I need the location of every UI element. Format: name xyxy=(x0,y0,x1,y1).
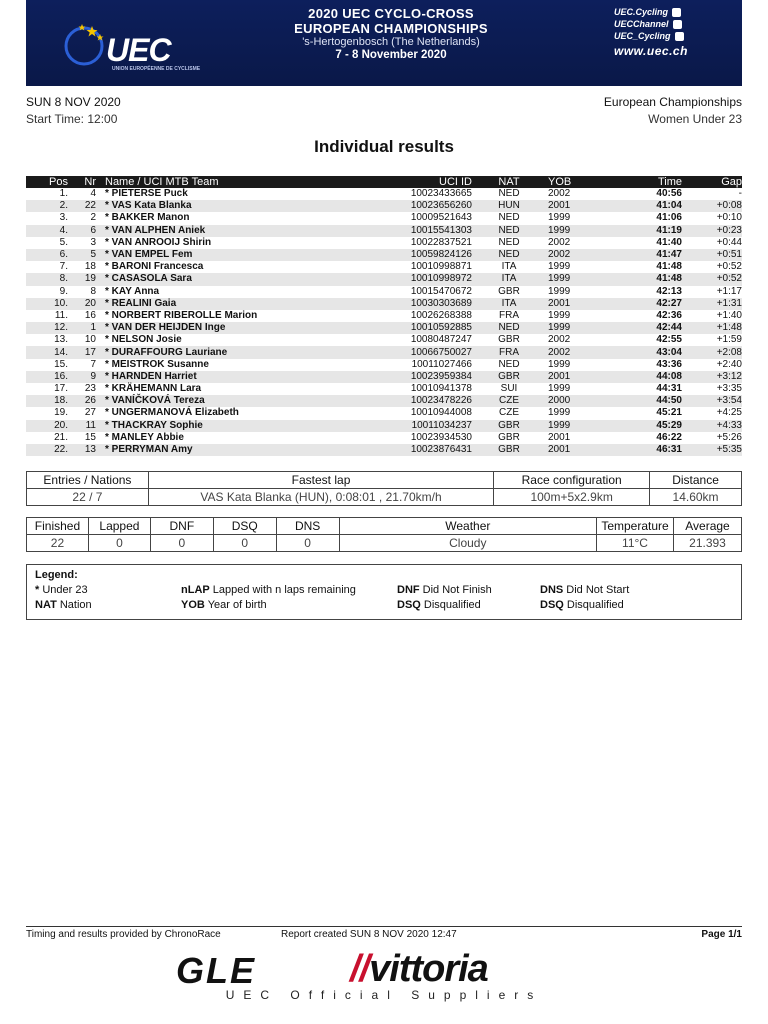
cell-uci: 10010998871 xyxy=(410,261,472,273)
temperature-value: 11°C xyxy=(597,535,674,552)
cell-name: * UNGERMANOVÁ Elizabeth xyxy=(105,407,239,419)
cell-pos: 2. xyxy=(26,200,70,212)
cell-pos: 17. xyxy=(54,383,68,395)
cell-nr: 17 xyxy=(70,346,102,358)
cell-uci: 10023876431 xyxy=(352,444,472,456)
legend-item: DSQ Disqualified xyxy=(540,599,624,611)
cell-nat: SUI xyxy=(500,383,518,395)
cell-uci: 10010941378 xyxy=(410,383,472,395)
col-uci-id: UCI ID xyxy=(352,176,472,188)
cell-yob: 1999 xyxy=(548,358,571,370)
cell-pos: 20. xyxy=(26,420,70,432)
cell-gap: +2:40 xyxy=(716,358,742,370)
cell-pos: 18. xyxy=(26,395,70,407)
finished-header: Finished xyxy=(27,518,89,535)
cell-yob: 1999 xyxy=(548,285,571,297)
cell-uci: 10066750027 xyxy=(352,346,472,358)
cell-time: 43:04 xyxy=(586,346,684,358)
cell-time: 42:13 xyxy=(656,285,682,297)
legend-item: DNF Did Not Finish xyxy=(397,584,492,596)
cell-nr: 2 xyxy=(90,212,96,224)
table-row xyxy=(26,432,742,444)
cell-yob: 2002 xyxy=(548,334,571,346)
cell-name: * DURAFFOURG Lauriane xyxy=(102,346,352,358)
banner-line-2: EUROPEAN CHAMPIONSHIPS xyxy=(294,21,488,36)
cell-nat: GBR xyxy=(472,444,546,456)
table-row xyxy=(26,212,742,224)
start-time: Start Time: 12:00 xyxy=(26,112,118,126)
cell-gap: +2:08 xyxy=(684,346,742,358)
cell-name: * MEISTROK Susanne xyxy=(105,358,209,370)
banner-title-block xyxy=(246,6,536,62)
cell-nr: 6 xyxy=(70,225,102,237)
summary2-header-row xyxy=(27,518,742,535)
cell-yob: 2001 xyxy=(548,431,571,443)
cell-uci: 10080487247 xyxy=(410,334,472,346)
cell-uci: 10022837521 xyxy=(410,236,472,248)
page-title: Individual results xyxy=(314,137,454,156)
timing-credit: Timing and results provided by ChronoRace xyxy=(26,929,221,940)
results-header-row xyxy=(26,176,742,188)
cell-yob: 1999 xyxy=(548,309,571,321)
cell-time: 41:48 xyxy=(586,273,684,285)
col-gap: Gap xyxy=(684,176,742,188)
cell-pos: 3. xyxy=(59,212,68,224)
cell-nr: 10 xyxy=(84,334,96,346)
cell-nr: 13 xyxy=(70,444,102,456)
col-nat: NAT xyxy=(472,176,546,188)
social-links xyxy=(614,6,734,58)
cell-gap: +5:35 xyxy=(684,444,742,456)
cell-yob: 2001 xyxy=(546,371,586,383)
cell-uci: 10010944008 xyxy=(410,407,472,419)
legend-item: DSQ Disqualified xyxy=(397,599,481,611)
cell-nr: 3 xyxy=(90,236,96,248)
cell-pos: 22. xyxy=(26,444,70,456)
cell-pos: 4. xyxy=(26,225,70,237)
cell-time: 41:06 xyxy=(656,212,682,224)
cell-name: * VAN DER HEIJDEN Inge xyxy=(102,322,352,334)
cell-uci: 10015470672 xyxy=(410,285,472,297)
cell-name: * KRÄHEMANN Lara xyxy=(105,383,202,395)
cell-gap: +3:54 xyxy=(684,395,742,407)
cell-uci: 10059824126 xyxy=(352,249,472,261)
summary1-value-row xyxy=(27,489,742,506)
page-footer xyxy=(26,926,742,940)
cell-yob: 1999 xyxy=(548,212,571,224)
cell-name: * KAY Anna xyxy=(105,285,160,297)
cell-yob: 2001 xyxy=(546,298,586,310)
table-row xyxy=(26,225,742,237)
cell-nr: 22 xyxy=(70,200,102,212)
cell-time: 41:19 xyxy=(586,225,684,237)
table-row xyxy=(26,322,742,334)
event-banner xyxy=(26,0,742,86)
entries-value: 22 / 7 xyxy=(27,489,149,506)
cell-name: * MANLEY Abbie xyxy=(105,431,184,443)
cell-yob: 1999 xyxy=(546,225,586,237)
dnf-header: DNF xyxy=(150,518,213,535)
cell-time: 42:36 xyxy=(656,309,682,321)
distance-header: Distance xyxy=(650,472,742,489)
cell-name: * VAS Kata Blanka xyxy=(102,200,352,212)
table-row xyxy=(26,261,742,273)
col-name: Name / UCI MTB Team xyxy=(102,176,352,188)
cell-name: * VAN ALPHEN Aniek xyxy=(102,225,352,237)
cell-uci: 10010998972 xyxy=(352,273,472,285)
cell-gap: +4:33 xyxy=(684,420,742,432)
cell-nr: 5 xyxy=(70,249,102,261)
cell-nr: 11 xyxy=(70,420,102,432)
cell-pos: 11. xyxy=(54,309,68,321)
weather-value: Cloudy xyxy=(339,535,596,552)
legend-row-1 xyxy=(35,583,733,598)
race-config-value: 100m+5x2.9km xyxy=(494,489,650,506)
legend-box xyxy=(26,564,742,620)
average-value: 21.393 xyxy=(674,535,742,552)
cell-nat: GBR xyxy=(472,371,546,383)
cell-name: * NELSON Josie xyxy=(105,334,182,346)
page-number: Page 1/1 xyxy=(701,929,742,940)
cell-nat: ITA xyxy=(501,261,517,273)
cell-pos: 21. xyxy=(54,431,68,443)
table-row xyxy=(26,359,742,371)
cell-nat: HUN xyxy=(472,200,546,212)
cell-name: * PIETERSE Puck xyxy=(105,188,188,200)
cell-time: 44:50 xyxy=(586,395,684,407)
cell-nr: 15 xyxy=(84,431,96,443)
cell-nat: GBR xyxy=(472,420,546,432)
cell-nr: 16 xyxy=(84,309,96,321)
cell-pos: 19. xyxy=(54,407,68,419)
cell-pos: 5. xyxy=(59,236,68,248)
cell-name: * VAN ANROOIJ Shirin xyxy=(105,236,212,248)
cell-time: 42:55 xyxy=(656,334,682,346)
cell-yob: 1999 xyxy=(548,261,571,273)
cell-gap: +4:25 xyxy=(716,407,742,419)
table-row xyxy=(26,298,742,310)
banner-line-1: 2020 UEC CYCLO-CROSS xyxy=(308,6,474,21)
cell-name: * BAKKER Manon xyxy=(105,212,190,224)
table-row xyxy=(26,273,742,285)
cell-uci: 10009521643 xyxy=(410,212,472,224)
dns-value: 0 xyxy=(276,535,339,552)
legend-item: NAT Nation xyxy=(35,599,92,611)
cell-nr: 26 xyxy=(70,395,102,407)
cell-pos: 6. xyxy=(26,249,70,261)
event-name: European Championships xyxy=(603,95,742,109)
table-row xyxy=(26,444,742,456)
cell-yob: 1999 xyxy=(546,273,586,285)
lapped-value: 0 xyxy=(88,535,150,552)
cell-gap: +1:48 xyxy=(684,322,742,334)
cell-nat: GBR xyxy=(498,431,520,443)
cell-time: 42:44 xyxy=(586,322,684,334)
legend-row-2 xyxy=(35,598,733,613)
cell-time: 44:31 xyxy=(656,383,682,395)
summary-table-2 xyxy=(26,517,742,552)
cell-gap: - xyxy=(738,188,742,200)
table-row xyxy=(26,249,742,261)
cell-yob: 1999 xyxy=(548,407,571,419)
cell-pos: 8. xyxy=(26,273,70,285)
cell-nat: FRA xyxy=(499,309,519,321)
table-row xyxy=(26,395,742,407)
cell-gap: +1:40 xyxy=(716,309,742,321)
cell-uci: 10023433665 xyxy=(410,188,472,200)
facebook-icon xyxy=(672,8,681,17)
cell-yob: 1999 xyxy=(546,420,586,432)
dns-header: DNS xyxy=(276,518,339,535)
cell-gap: +0:23 xyxy=(684,225,742,237)
cell-gap: +0:44 xyxy=(716,236,742,248)
cell-time: 41:47 xyxy=(586,249,684,261)
official-suppliers: UEC Official Suppliers xyxy=(225,988,543,1002)
entries-header: Entries / Nations xyxy=(27,472,149,489)
cell-time: 41:40 xyxy=(656,236,682,248)
cell-nat: CZE xyxy=(499,407,519,419)
cell-nr: 1 xyxy=(70,322,102,334)
banner-line-4: 7 - 8 November 2020 xyxy=(335,49,447,61)
cell-nat: NED xyxy=(498,236,520,248)
cell-yob: 2000 xyxy=(546,395,586,407)
cell-uci: 10026268388 xyxy=(410,309,472,321)
cell-gap: +5:26 xyxy=(716,431,742,443)
vittoria-logo: //vittoria xyxy=(350,948,488,990)
table-row xyxy=(26,334,742,346)
table-row xyxy=(26,200,742,212)
cell-pos: 15. xyxy=(54,358,68,370)
cell-name: * CASASOLA Sara xyxy=(102,273,352,285)
cell-name: * HARNDEN Harriet xyxy=(102,371,352,383)
cell-nat: GBR xyxy=(498,285,520,297)
race-category: Women Under 23 xyxy=(648,112,742,126)
cell-gap: +1:59 xyxy=(716,334,742,346)
cell-uci: 10010592885 xyxy=(352,322,472,334)
cell-time: 45:29 xyxy=(586,420,684,432)
cell-pos: 1. xyxy=(59,188,68,200)
dsq-value: 0 xyxy=(213,535,276,552)
cell-nat: ITA xyxy=(472,273,546,285)
youtube-icon xyxy=(673,20,682,29)
col-pos: Pos xyxy=(26,176,70,188)
cell-gap: +1:17 xyxy=(716,285,742,297)
cell-nr: 7 xyxy=(90,358,96,370)
cell-gap: +0:52 xyxy=(716,261,742,273)
table-row xyxy=(26,346,742,358)
table-row xyxy=(26,188,742,200)
dnf-value: 0 xyxy=(150,535,213,552)
cell-pos: 12. xyxy=(26,322,70,334)
cell-uci: 10023478226 xyxy=(352,395,472,407)
finished-value: 22 xyxy=(27,535,89,552)
cell-nr: 18 xyxy=(84,261,96,273)
cell-yob: 1999 xyxy=(548,383,571,395)
cell-time: 42:27 xyxy=(586,298,684,310)
table-row xyxy=(26,407,742,419)
cell-uci: 10023934530 xyxy=(410,431,472,443)
table-row xyxy=(26,383,742,395)
cell-nat: NED xyxy=(472,322,546,334)
cell-yob: 2002 xyxy=(548,188,571,200)
social-twitter[interactable]: UEC_Cycling xyxy=(614,30,734,42)
website-link[interactable]: www.uec.ch xyxy=(614,44,688,58)
summary-table-1 xyxy=(26,471,742,506)
cell-pos: 13. xyxy=(54,334,68,346)
cell-name: * REALINI Gaia xyxy=(102,298,352,310)
legend-item: nLAP Lapped with n laps remaining xyxy=(181,584,356,596)
table-row xyxy=(26,310,742,322)
cell-time: 46:31 xyxy=(586,444,684,456)
cell-nr: 9 xyxy=(70,371,102,383)
results-table xyxy=(26,176,742,456)
uec-logo xyxy=(62,20,212,76)
banner-line-3: 's-Hertogenbosch (The Netherlands) xyxy=(302,36,480,48)
cell-yob: 2001 xyxy=(546,200,586,212)
cell-gap: +3:35 xyxy=(716,383,742,395)
twitter-icon xyxy=(675,32,684,41)
cell-nr: 23 xyxy=(84,383,96,395)
cell-nat: FRA xyxy=(472,346,546,358)
stars-icon xyxy=(62,20,106,70)
cell-time: 45:21 xyxy=(656,407,682,419)
cell-time: 43:36 xyxy=(656,358,682,370)
cell-time: 41:48 xyxy=(656,261,682,273)
cell-uci: 10030303689 xyxy=(352,298,472,310)
cell-nat: NED xyxy=(498,358,520,370)
cell-yob: 2002 xyxy=(546,249,586,261)
summary1-header-row xyxy=(27,472,742,489)
table-row xyxy=(26,371,742,383)
fastest-lap-header: Fastest lap xyxy=(148,472,493,489)
cell-name: * PERRYMAN Amy xyxy=(102,444,352,456)
cell-nat: CZE xyxy=(472,395,546,407)
cell-nr: 4 xyxy=(90,188,96,200)
cell-name: * THACKRAY Sophie xyxy=(102,420,352,432)
col-yob: YOB xyxy=(546,176,586,188)
cell-name: * BARONI Francesca xyxy=(105,261,204,273)
col-time: Time xyxy=(586,176,684,188)
cell-yob: 2002 xyxy=(546,346,586,358)
cell-time: 40:56 xyxy=(656,188,682,200)
summary2-value-row xyxy=(27,535,742,552)
table-row xyxy=(26,420,742,432)
cell-nat: GBR xyxy=(498,334,520,346)
cell-uci: 10015541303 xyxy=(352,225,472,237)
cell-nat: NED xyxy=(472,249,546,261)
social-facebook[interactable]: UEC.Cycling xyxy=(614,6,734,18)
cell-uci: 10023959384 xyxy=(352,371,472,383)
cell-nr: 8 xyxy=(90,285,96,297)
legend-title: Legend: xyxy=(35,569,78,581)
cell-nr: 20 xyxy=(70,298,102,310)
cell-yob: 2001 xyxy=(546,444,586,456)
vittoria-mark-icon: // xyxy=(350,948,370,990)
cell-pos: 10. xyxy=(26,298,70,310)
average-header: Average xyxy=(674,518,742,535)
cell-nat: ITA xyxy=(472,298,546,310)
weather-header: Weather xyxy=(339,518,596,535)
social-youtube[interactable]: UECChannel xyxy=(614,18,734,30)
cell-uci: 10011027466 xyxy=(411,358,472,370)
cell-nat: NED xyxy=(498,188,520,200)
legend-item: YOB Year of birth xyxy=(181,599,267,611)
col-nr: Nr xyxy=(70,176,102,188)
lapped-header: Lapped xyxy=(88,518,150,535)
cell-gap: +0:51 xyxy=(684,249,742,261)
cell-pos: 14. xyxy=(26,346,70,358)
legend-item: * Under 23 xyxy=(35,584,88,596)
cell-name: * VANÍČKOVÁ Tereza xyxy=(102,395,352,407)
temperature-header: Temperature xyxy=(597,518,674,535)
cell-pos: 7. xyxy=(59,261,68,273)
cell-time: 41:04 xyxy=(586,200,684,212)
race-config-header: Race configuration xyxy=(494,472,650,489)
fastest-lap-value: VAS Kata Blanka (HUN), 0:08:01 , 21.70km/h xyxy=(148,489,493,506)
table-row xyxy=(26,237,742,249)
cell-uci: 10011034237 xyxy=(352,420,472,432)
cell-nr: 27 xyxy=(84,407,96,419)
cell-gap: +0:08 xyxy=(684,200,742,212)
cell-uci: 10023656260 xyxy=(352,200,472,212)
cell-gap: +0:52 xyxy=(684,273,742,285)
cell-nat: NED xyxy=(472,225,546,237)
report-created: Report created SUN 8 NOV 2020 12:47 xyxy=(281,929,457,940)
race-date: SUN 8 NOV 2020 xyxy=(26,95,121,109)
cell-nr: 19 xyxy=(70,273,102,285)
cell-yob: 2002 xyxy=(548,236,571,248)
legend-item: DNS Did Not Start xyxy=(540,584,630,596)
dsq-header: DSQ xyxy=(213,518,276,535)
cell-name: * VAN EMPEL Fem xyxy=(102,249,352,261)
cell-gap: +1:31 xyxy=(684,298,742,310)
cell-time: 46:22 xyxy=(656,431,682,443)
cell-pos: 9. xyxy=(59,285,68,297)
cell-yob: 1999 xyxy=(546,322,586,334)
cell-gap: +3:12 xyxy=(684,371,742,383)
results-body xyxy=(26,188,742,456)
distance-value: 14.60km xyxy=(650,489,742,506)
uec-logo-text: UEC xyxy=(106,32,171,68)
uec-logo-subtitle: UNION EUROPÉENNE DE CYCLISME xyxy=(112,66,201,72)
cell-time: 44:08 xyxy=(586,371,684,383)
cell-gap: +0:10 xyxy=(716,212,742,224)
table-row xyxy=(26,286,742,298)
cell-pos: 16. xyxy=(26,371,70,383)
gle-logo: GLE xyxy=(176,950,257,991)
cell-nat: NED xyxy=(498,212,520,224)
cell-name: * NORBERT RIBEROLLE Marion xyxy=(105,309,258,321)
